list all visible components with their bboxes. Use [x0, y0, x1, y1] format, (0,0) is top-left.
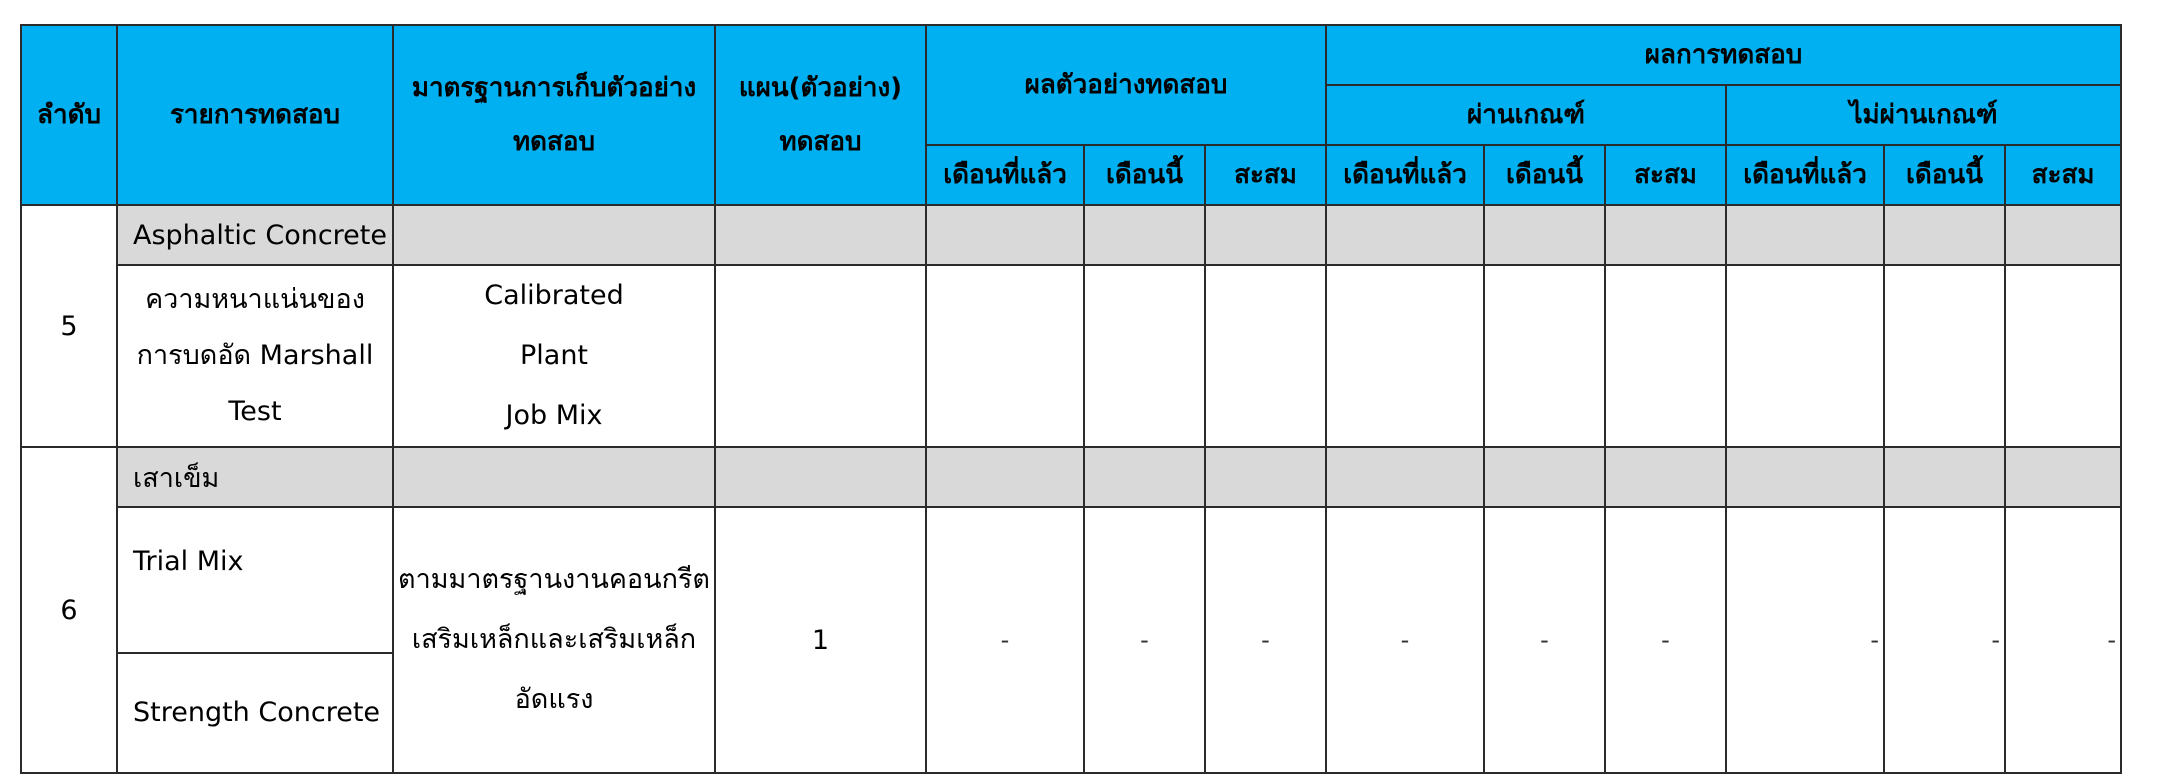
item-line: Test	[228, 396, 282, 427]
standard-line: Plant	[519, 340, 589, 371]
header-pass-last-month: เดือนที่แล้ว	[1326, 145, 1484, 205]
header-standard-line1: มาตรฐานการเก็บตัวอย่าง	[411, 73, 697, 103]
value-cell	[1605, 265, 1726, 447]
header-fail-this-month: เดือนนี้	[1884, 145, 2005, 205]
section-cell	[1326, 447, 1484, 507]
header-fail: ไม่ผ่านเกณฑ์	[1726, 85, 2121, 145]
section-cell	[1605, 205, 1726, 265]
value-cell	[1484, 265, 1605, 447]
table-row-marshall	[21, 265, 2121, 447]
value-cell: -	[2005, 507, 2121, 773]
test-results-table-wrapper	[20, 24, 2120, 774]
section-cell	[1205, 447, 1326, 507]
section-row-pile	[21, 447, 2121, 507]
header-seq: ลำดับ	[21, 25, 117, 205]
section-cell	[1726, 205, 1884, 265]
value-cell: -	[1205, 507, 1326, 773]
table-row-trial-mix	[21, 507, 2121, 653]
header-fail-cumulative: สะสม	[2005, 145, 2121, 205]
standard-cell	[393, 507, 715, 773]
section-cell	[1726, 447, 1884, 507]
standard-line: Job Mix	[505, 400, 603, 431]
standard-cell	[393, 265, 715, 447]
header-sample-this-month: เดือนนี้	[1084, 145, 1205, 205]
header-pass-this-month: เดือนนี้	[1484, 145, 1605, 205]
item-line: การบดอัด Marshall	[136, 340, 374, 371]
value-cell	[1326, 265, 1484, 447]
section-cell	[2005, 447, 2121, 507]
item-cell-strength-concrete: Strength Concrete	[117, 653, 393, 773]
header-test-results: ผลการทดสอบ	[1326, 25, 2121, 85]
section-cell	[715, 205, 926, 265]
section-cell	[1884, 447, 2005, 507]
header-sample-results: ผลตัวอย่างทดสอบ	[926, 25, 1326, 145]
item-cell	[117, 265, 393, 447]
value-cell: -	[1605, 507, 1726, 773]
header-standard	[393, 25, 715, 205]
section-title: Asphaltic Concrete	[117, 205, 393, 265]
section-cell	[1084, 447, 1205, 507]
value-cell: -	[1084, 507, 1205, 773]
section-cell	[715, 447, 926, 507]
value-cell	[2005, 265, 2121, 447]
standard-line: ตามมาตรฐานงานคอนกรีต	[398, 564, 710, 595]
section-cell	[393, 205, 715, 265]
value-cell	[926, 265, 1084, 447]
section-cell	[1484, 447, 1605, 507]
header-standard-line2: ทดสอบ	[512, 127, 595, 157]
standard-line: อัดแรง	[514, 684, 594, 715]
plan-cell: 1	[715, 507, 926, 773]
plan-cell	[715, 265, 926, 447]
header-plan-line1: แผน(ตัวอย่าง)	[738, 73, 903, 103]
standard-line: Calibrated	[484, 280, 624, 311]
section-cell	[1605, 447, 1726, 507]
header-pass-cumulative: สะสม	[1605, 145, 1726, 205]
value-cell: -	[1326, 507, 1484, 773]
value-cell: -	[926, 507, 1084, 773]
header-plan	[715, 25, 926, 205]
header-plan-line2: ทดสอบ	[779, 127, 862, 157]
header-item: รายการทดสอบ	[117, 25, 393, 205]
value-cell: -	[1484, 507, 1605, 773]
item-line: ความหนาแน่นของ	[145, 284, 365, 315]
section-cell	[1326, 205, 1484, 265]
section-cell	[1884, 205, 2005, 265]
value-cell	[1884, 265, 2005, 447]
header-sample-last-month: เดือนที่แล้ว	[926, 145, 1084, 205]
test-results-table	[20, 24, 2122, 774]
header-sample-cumulative: สะสม	[1205, 145, 1326, 205]
section-cell	[1205, 205, 1326, 265]
seq-cell: 6	[21, 447, 117, 773]
header-pass: ผ่านเกณฑ์	[1326, 85, 1726, 145]
section-cell	[1484, 205, 1605, 265]
header-row-1	[21, 25, 2121, 85]
header-fail-last-month: เดือนที่แล้ว	[1726, 145, 1884, 205]
value-cell: -	[1726, 507, 1884, 773]
section-cell	[2005, 205, 2121, 265]
section-title: เสาเข็ม	[117, 447, 393, 507]
section-cell	[1084, 205, 1205, 265]
item-cell-trial-mix: Trial Mix	[117, 507, 393, 653]
value-cell	[1084, 265, 1205, 447]
section-cell	[926, 447, 1084, 507]
value-cell	[1205, 265, 1326, 447]
value-cell: -	[1884, 507, 2005, 773]
section-cell	[926, 205, 1084, 265]
section-row-asphaltic	[21, 205, 2121, 265]
standard-line: เสริมเหล็กและเสริมเหล็ก	[411, 624, 697, 655]
value-cell	[1726, 265, 1884, 447]
seq-cell: 5	[21, 205, 117, 447]
section-cell	[393, 447, 715, 507]
